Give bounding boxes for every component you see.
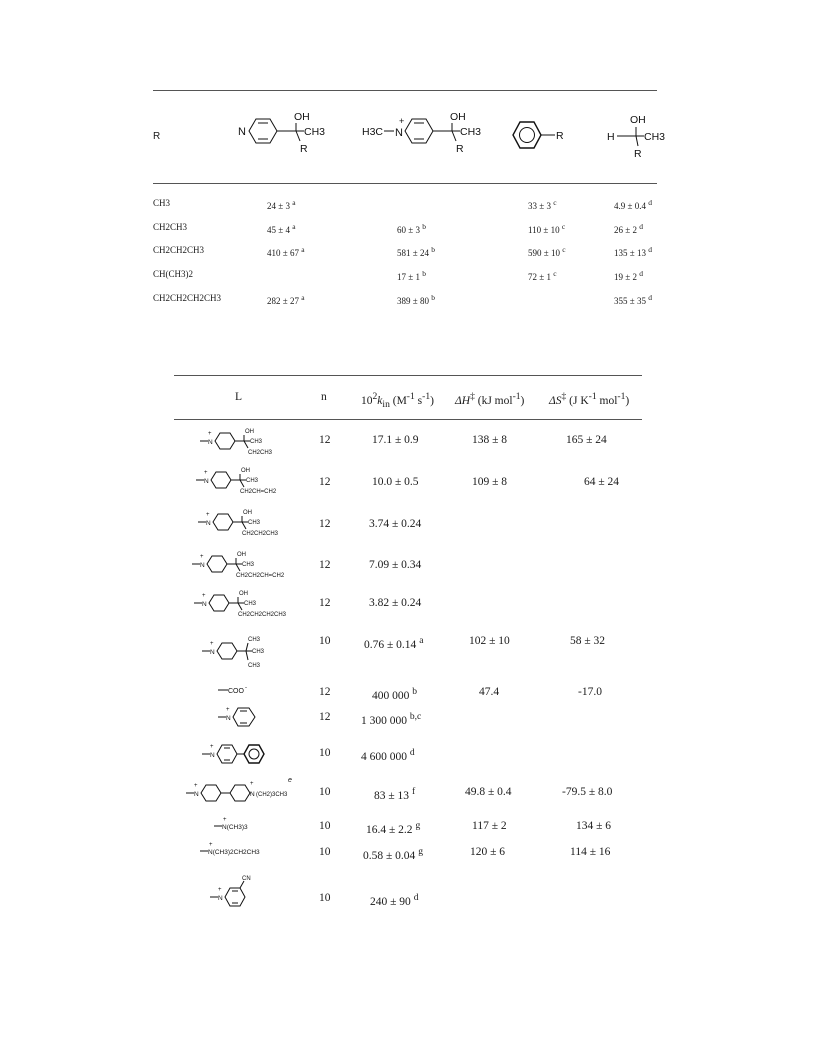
svg-text:CH3: CH3	[248, 663, 261, 669]
svg-text:OH: OH	[243, 510, 252, 516]
table1-row-2-c3: 110 ± 10 $^c$	[528, 222, 566, 235]
svg-text:+: +	[202, 593, 206, 599]
table2-row-13-n: 10	[319, 892, 331, 904]
table2-header-l: L	[235, 391, 243, 403]
table2-row-12-ds: 114 ± 16	[570, 846, 611, 858]
svg-text:CH2CH3: CH2CH3	[248, 450, 273, 456]
svg-text:R: R	[634, 148, 642, 160]
table2-row-9-k: 4 600 000 $^d$	[361, 747, 415, 763]
table2-row-6-n: 10	[319, 635, 331, 647]
table2-row-12-dh: 120 ± 6	[470, 846, 506, 858]
table1-top-rule	[153, 90, 657, 91]
table1-row-5-c1: 282 ± 27 $^a$	[267, 293, 305, 306]
table1-header-structure-methylpyridinium	[362, 110, 492, 162]
table2-row-7-n: 12	[319, 686, 331, 698]
table1-row-4-c3: 72 ± 1 $^c$	[528, 269, 557, 282]
svg-text:+: +	[208, 431, 212, 437]
svg-text:OH: OH	[239, 591, 248, 597]
table2-row-1-n: 12	[319, 434, 331, 446]
svg-text:OH: OH	[294, 111, 310, 123]
svg-text:N: N	[250, 791, 255, 798]
svg-text:N: N	[202, 601, 207, 608]
table2-row-6-ds: 58 ± 32	[570, 635, 606, 647]
table1-row-4-c2: 17 ± 1 $^b$	[397, 269, 426, 282]
table2-row-8-n: 12	[319, 711, 331, 723]
ligand-pyridinium-tert-butyl	[200, 634, 280, 670]
table2-row-11-k: 16.4 ± 2.2 $^g$	[366, 820, 421, 836]
table1-row-2-c4: 26 ± 2 $^d$	[614, 222, 643, 235]
ligand-trimethylammonium	[212, 815, 272, 833]
table2-top-rule	[174, 375, 642, 376]
svg-text:COO: COO	[228, 688, 244, 695]
svg-text:R: R	[456, 143, 464, 155]
table2-row-1-dh: 138 ± 8	[472, 434, 508, 446]
table2-row-2-ds: 64 ± 24	[584, 476, 620, 488]
svg-text:CH3: CH3	[250, 439, 263, 445]
svg-text:CN: CN	[242, 876, 251, 882]
svg-text:CH3: CH3	[242, 562, 255, 568]
table1-row-4-r: CH(CH3)2	[153, 269, 193, 279]
svg-text:N: N	[208, 439, 213, 446]
table1-row-3-r: CH2CH2CH3	[153, 245, 205, 255]
svg-text:+: +	[218, 887, 222, 893]
svg-text:CH2CH2CH=CH2: CH2CH2CH=CH2	[236, 573, 285, 579]
table2-row-10-dh: 49.8 ± 0.4	[465, 786, 512, 798]
table2-row-13-k: 240 ± 90 $^d$	[370, 892, 419, 908]
svg-text:CH3: CH3	[248, 637, 261, 643]
table2-row-6-k: 0.76 ± 0.14 $^a$	[364, 635, 424, 651]
table2-row-6-dh: 102 ± 10	[469, 635, 510, 647]
svg-text:CH3: CH3	[244, 601, 257, 607]
svg-text:OH: OH	[630, 114, 646, 126]
svg-text:N(CH3)2CH2CH3: N(CH3)2CH2CH3	[208, 849, 260, 856]
svg-text:R: R	[556, 130, 564, 142]
table2-row-10-ds: -79.5 ± 8.0	[562, 786, 613, 798]
table1-row-5-r: CH2CH2CH2CH3	[153, 293, 222, 303]
svg-text:N: N	[238, 126, 246, 138]
table2-row-11-dh: 117 ± 2	[472, 820, 507, 832]
table1-row-3-c2: 581 ± 24 $^b$	[397, 245, 435, 258]
table1-row-3-c4: 135 ± 13 $^d$	[614, 245, 652, 258]
svg-text:N: N	[395, 127, 403, 139]
table1-row-1-c4: 4.9 ± 0.4 $^d$	[614, 198, 652, 211]
svg-text:N: N	[204, 478, 209, 485]
table1-row-4-c4: 19 ± 2 $^d$	[614, 269, 643, 282]
ligand-cyanopyridinium	[208, 873, 268, 909]
table1-row-2-r: CH2CH3	[153, 222, 188, 232]
table2-row-10-k: 83 ± 13 $^f$	[374, 786, 416, 802]
table2-row-10-n: 10	[319, 786, 331, 798]
table2-row-11-n: 10	[319, 820, 331, 832]
svg-text:+: +	[194, 783, 198, 789]
table1-row-1-r: CH3	[153, 198, 171, 208]
svg-text:(CH2)3CH3: (CH2)3CH3	[256, 792, 288, 798]
ligand-butyl-viologen	[184, 776, 296, 806]
table2-header-rule	[174, 419, 642, 420]
svg-text:CH2CH2CH2CH3: CH2CH2CH2CH3	[238, 612, 287, 618]
table2-row-8-k: 1 300 000 $^{b,c}$	[361, 711, 422, 727]
svg-text:OH: OH	[237, 552, 246, 558]
ligand-carboxylate	[216, 683, 256, 697]
ligand-dimethylpropylammonium	[198, 840, 288, 858]
ligand-pyridinium-carbinol-propyl	[196, 508, 296, 538]
table2-header-n: n	[321, 391, 327, 403]
svg-text:+: +	[204, 470, 208, 476]
ligand-pyridinium-carbinol-butyl	[192, 589, 302, 619]
svg-text:CH3: CH3	[248, 520, 261, 526]
svg-text:N: N	[218, 895, 223, 902]
svg-text:N: N	[206, 520, 211, 527]
svg-text:CH3: CH3	[252, 649, 265, 655]
table1-row-2-c2: 60 ± 3 $^b$	[397, 222, 426, 235]
table1-header-structure-alcohol	[606, 110, 676, 162]
svg-text:N: N	[194, 791, 199, 798]
svg-text:+: +	[210, 641, 214, 647]
svg-text:CH3: CH3	[644, 131, 666, 143]
svg-text:CH2CH2CH3: CH2CH2CH3	[242, 531, 279, 537]
table1-row-1-c3: 33 ± 3 $^c$	[528, 198, 557, 211]
table2-row-3-n: 12	[319, 518, 331, 530]
table2-row-12-k: 0.58 ± 0.04 $^g$	[363, 846, 423, 862]
svg-text:N: N	[210, 752, 215, 759]
table2-row-2-dh: 109 ± 8	[472, 476, 508, 488]
svg-text:N(CH3)3: N(CH3)3	[222, 824, 248, 831]
ligand-pyridinium-carbinol-ethyl	[198, 427, 288, 457]
table1-row-1-c1: 24 ± 3 $^a$	[267, 198, 296, 211]
table2-row-9-n: 10	[319, 747, 331, 759]
table1-row-3-c3: 590 ± 10 $^c$	[528, 245, 566, 258]
svg-text:+: +	[226, 707, 230, 713]
table2-row-7-ds: -17.0	[578, 686, 602, 698]
table2-row-4-k: 7.09 ± 0.34	[369, 559, 422, 571]
table2-row-12-n: 10	[319, 846, 331, 858]
svg-text:+: +	[206, 512, 210, 518]
table2-row-1-ds: 165 ± 24	[566, 434, 607, 446]
ligand-pyridinium-carbinol-butenyl	[190, 550, 300, 580]
svg-text:R: R	[300, 143, 308, 155]
svg-text:+: +	[210, 744, 214, 750]
svg-text:N: N	[200, 562, 205, 569]
table1-header-structure-pyridyl	[236, 110, 336, 162]
table2-row-11-ds: 134 ± 6	[576, 820, 612, 832]
svg-text:CH3: CH3	[246, 478, 259, 484]
table2-row-4-n: 12	[319, 559, 331, 571]
table1-row-3-c1: 410 ± 67 $^a$	[267, 245, 305, 258]
table2-row-5-n: 12	[319, 597, 331, 609]
table2-row-2-n: 12	[319, 476, 331, 488]
svg-text:+: +	[250, 781, 254, 787]
svg-text:-: -	[245, 685, 247, 691]
table2-row-3-k: 3.74 ± 0.24	[369, 518, 422, 530]
table2-row-2-k: 10.0 ± 0.5	[372, 476, 419, 488]
table2-row-7-dh: 47.4	[479, 686, 500, 698]
svg-text:+: +	[209, 842, 213, 848]
svg-text:e: e	[288, 777, 292, 784]
svg-text:CH3: CH3	[460, 126, 482, 138]
svg-text:OH: OH	[245, 429, 254, 435]
table1-row-5-c2: 389 ± 80 $^b$	[397, 293, 435, 306]
table2-row-5-k: 3.82 ± 0.24	[369, 597, 422, 609]
svg-text:CH2CH=CH2: CH2CH=CH2	[240, 489, 277, 495]
svg-text:H3C: H3C	[362, 126, 384, 138]
table2-header-dh: ΔH‡ (kJ mol$^{-1}$)	[455, 391, 525, 407]
svg-text:+: +	[200, 554, 204, 560]
table2-row-7-k: 400 000 $^b$	[372, 686, 418, 702]
table2-header-k: $10^2k_{in}$ ($M^{-1}$ $s^{-1}$)	[361, 391, 434, 411]
svg-text:N: N	[210, 649, 215, 656]
table1-row-5-c4: 355 ± 35 $^d$	[614, 293, 652, 306]
svg-text:H: H	[607, 131, 615, 143]
table1-header-r: R	[153, 131, 161, 142]
svg-text:+: +	[223, 817, 227, 823]
table1-row-2-c1: 45 ± 4 $^a$	[267, 222, 296, 235]
svg-text:CH3: CH3	[304, 126, 326, 138]
table1-header-rule	[153, 183, 657, 184]
svg-text:+: +	[399, 116, 405, 126]
table2-header-ds: ΔS‡ (J $K^{-1}$ mol$^{-1}$)	[549, 391, 630, 407]
svg-text:N: N	[226, 715, 231, 722]
svg-text:OH: OH	[241, 468, 250, 474]
ligand-pyridinium-carbinol-allyl	[194, 466, 294, 496]
ligand-pyridinium	[216, 704, 266, 730]
table1-header-structure-benzene	[508, 110, 578, 162]
svg-text:OH: OH	[450, 111, 466, 123]
table2-row-1-k: 17.1 ± 0.9	[372, 434, 419, 446]
ligand-phenylpyridinium	[200, 740, 272, 768]
